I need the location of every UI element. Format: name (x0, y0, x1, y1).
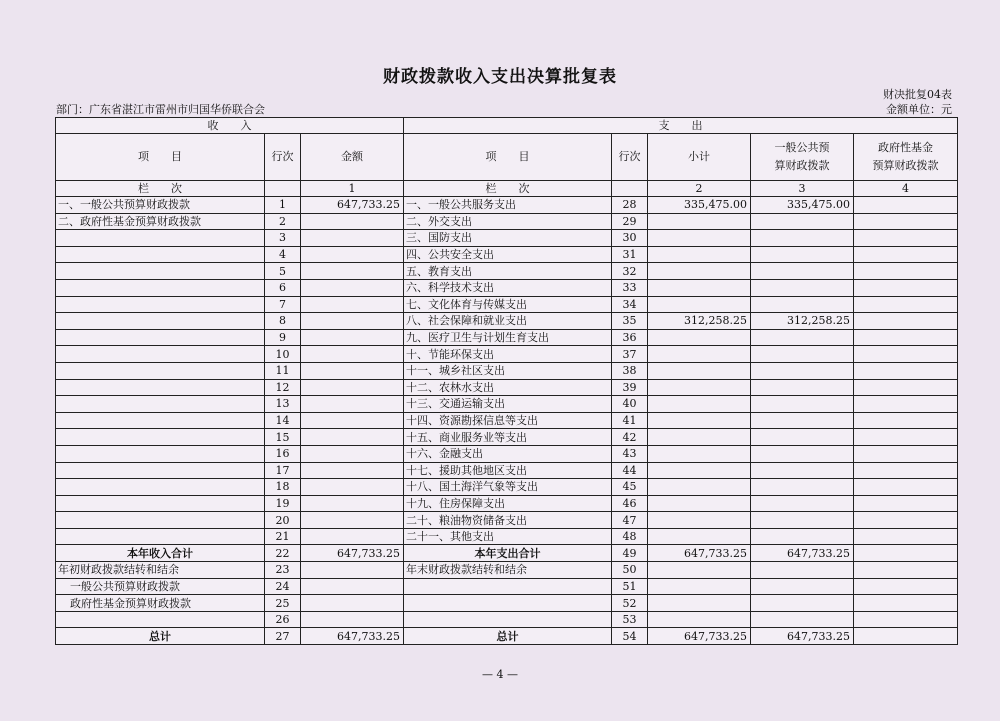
income-amount-cell (301, 279, 404, 296)
income-item-cell (56, 246, 265, 263)
expense-section-header: 支 出 (404, 118, 958, 134)
income-amount-cell (301, 396, 404, 413)
income-amount-cell (301, 213, 404, 230)
income-row-no-cell: 6 (265, 279, 301, 296)
income-item-cell: 年初财政拨款结转和结余 (56, 562, 265, 579)
gov-fund-cell (854, 213, 958, 230)
gov-fund-cell (854, 445, 958, 462)
table-row (56, 362, 958, 379)
income-row-no-cell: 27 (265, 628, 301, 645)
expense-row-no-cell: 33 (612, 279, 648, 296)
expense-row-no-cell: 31 (612, 246, 648, 263)
income-row-no-cell: 15 (265, 429, 301, 446)
subtotal-cell (648, 429, 751, 446)
table-row (56, 313, 958, 330)
general-budget-cell (751, 495, 854, 512)
income-amount-cell (301, 296, 404, 313)
gov-fund-cell (854, 462, 958, 479)
expense-item-cell: 本年支出合计 (404, 545, 612, 562)
amount-unit: 金额单位：元 (886, 103, 952, 116)
subtotal-cell (648, 412, 751, 429)
expense-row-no-cell: 40 (612, 396, 648, 413)
expense-item-cell: 三、国防支出 (404, 230, 612, 247)
income-section-header: 收 入 (56, 118, 404, 134)
gov-fund-cell (854, 412, 958, 429)
table-row (56, 479, 958, 496)
general-budget-cell: 647,733.25 (751, 545, 854, 562)
income-row-no-cell: 21 (265, 528, 301, 545)
income-amount-cell (301, 230, 404, 247)
income-row-no-cell: 2 (265, 213, 301, 230)
table-row (56, 429, 958, 446)
subtotal-cell: 335,475.00 (648, 197, 751, 214)
gov-fund-cell (854, 578, 958, 595)
income-item-cell (56, 329, 265, 346)
income-item-cell (56, 495, 265, 512)
gov-fund-cell (854, 595, 958, 612)
column-index-row (56, 181, 958, 197)
income-row-no-cell: 10 (265, 346, 301, 363)
expense-item-cell: 十一、城乡社区支出 (404, 362, 612, 379)
expense-row-no-cell: 52 (612, 595, 648, 612)
table-row (56, 246, 958, 263)
income-row-no-cell: 25 (265, 595, 301, 612)
expense-item-cell: 十六、金融支出 (404, 445, 612, 462)
column-index-1: 1 (301, 181, 404, 197)
general-budget-cell (751, 578, 854, 595)
expense-row-no-cell: 54 (612, 628, 648, 645)
income-item-cell (56, 379, 265, 396)
general-budget-cell (751, 362, 854, 379)
expense-item-header: 项 目 (404, 134, 612, 181)
general-budget-cell (751, 462, 854, 479)
subtotal-cell (648, 329, 751, 346)
table-row (56, 263, 958, 280)
gov-fund-cell (854, 429, 958, 446)
expense-item-cell: 二、外交支出 (404, 213, 612, 230)
general-budget-cell (751, 562, 854, 579)
income-amount-cell: 647,733.25 (301, 545, 404, 562)
section-header-row (56, 118, 958, 134)
general-budget-cell (751, 611, 854, 628)
expense-item-cell: 七、文化体育与传媒支出 (404, 296, 612, 313)
column-index-4: 4 (854, 181, 958, 197)
expense-column-label: 栏 次 (404, 181, 612, 197)
income-row-no-cell: 12 (265, 379, 301, 396)
general-budget-cell (751, 479, 854, 496)
expense-item-cell: 五、教育支出 (404, 263, 612, 280)
subtotal-cell (648, 379, 751, 396)
general-budget-cell (751, 412, 854, 429)
subtotal-cell (648, 495, 751, 512)
subtotal-cell (648, 595, 751, 612)
income-amount-header: 金额 (301, 134, 404, 181)
expense-row-no-cell: 28 (612, 197, 648, 214)
expense-item-cell: 四、公共安全支出 (404, 246, 612, 263)
income-item-header: 项 目 (56, 134, 265, 181)
income-amount-cell (301, 346, 404, 363)
income-item-cell (56, 346, 265, 363)
subtotal-cell (648, 462, 751, 479)
table-row (56, 296, 958, 313)
general-budget-header: 一般公共预 算财政拨款 (751, 134, 854, 181)
income-row-no-cell: 4 (265, 246, 301, 263)
income-amount-cell (301, 462, 404, 479)
subtotal-cell (648, 578, 751, 595)
subtotal-cell: 647,733.25 (648, 545, 751, 562)
income-amount-cell: 647,733.25 (301, 628, 404, 645)
general-budget-cell (751, 296, 854, 313)
expense-item-cell: 一、一般公共服务支出 (404, 197, 612, 214)
income-item-cell: 一般公共预算财政拨款 (56, 578, 265, 595)
general-budget-cell (751, 396, 854, 413)
income-item-cell (56, 445, 265, 462)
expense-row-no-cell: 37 (612, 346, 648, 363)
gov-fund-cell (854, 197, 958, 214)
expense-item-cell (404, 578, 612, 595)
column-index-2: 2 (648, 181, 751, 197)
general-budget-cell (751, 279, 854, 296)
income-row-no-header: 行次 (265, 134, 301, 181)
subtotal-cell (648, 528, 751, 545)
subtotal-cell (648, 230, 751, 247)
expense-item-cell: 十、节能环保支出 (404, 346, 612, 363)
subtotal-cell (648, 445, 751, 462)
income-row-no-cell: 9 (265, 329, 301, 346)
subtotal-cell (648, 396, 751, 413)
gov-fund-cell (854, 611, 958, 628)
income-item-cell (56, 313, 265, 330)
gov-fund-cell (854, 562, 958, 579)
expense-row-no-cell: 38 (612, 362, 648, 379)
column-header-row (56, 134, 958, 181)
table-row (56, 512, 958, 529)
table-row (56, 445, 958, 462)
subtotal-cell: 647,733.25 (648, 628, 751, 645)
expense-item-cell: 八、社会保障和就业支出 (404, 313, 612, 330)
income-row-no-cell: 24 (265, 578, 301, 595)
expense-item-cell: 二十、粮油物资储备支出 (404, 512, 612, 529)
blank-cell (612, 181, 648, 197)
gov-fund-cell (854, 263, 958, 280)
income-amount-cell (301, 512, 404, 529)
income-amount-cell (301, 495, 404, 512)
summary-row (56, 562, 958, 579)
expense-row-no-cell: 47 (612, 512, 648, 529)
income-item-cell: 总计 (56, 628, 265, 645)
income-item-cell (56, 396, 265, 413)
subtotal-cell (648, 279, 751, 296)
income-amount-cell (301, 528, 404, 545)
general-budget-cell (751, 230, 854, 247)
table-row (56, 462, 958, 479)
table-row (56, 329, 958, 346)
expense-item-cell: 六、科学技术支出 (404, 279, 612, 296)
income-amount-cell (301, 412, 404, 429)
gov-fund-cell (854, 528, 958, 545)
general-budget-cell (751, 429, 854, 446)
income-row-no-cell: 19 (265, 495, 301, 512)
income-amount-cell (301, 362, 404, 379)
income-item-cell (56, 528, 265, 545)
table-row (56, 213, 958, 230)
expense-row-no-cell: 44 (612, 462, 648, 479)
subtotal-cell (648, 512, 751, 529)
expense-item-cell: 十二、农林水支出 (404, 379, 612, 396)
column-index-3: 3 (751, 181, 854, 197)
expense-item-cell: 十三、交通运输支出 (404, 396, 612, 413)
income-row-no-cell: 8 (265, 313, 301, 330)
subtotal-cell (648, 246, 751, 263)
gov-fund-cell (854, 279, 958, 296)
subtotal-cell (648, 479, 751, 496)
income-amount-cell (301, 429, 404, 446)
general-budget-cell (751, 595, 854, 612)
income-amount-cell: 647,733.25 (301, 197, 404, 214)
income-item-cell: 二、政府性基金预算财政拨款 (56, 213, 265, 230)
expense-row-no-cell: 36 (612, 329, 648, 346)
general-budget-cell (751, 213, 854, 230)
subtotal-cell (648, 263, 751, 280)
expense-item-cell: 十九、住房保障支出 (404, 495, 612, 512)
gov-fund-cell (854, 396, 958, 413)
income-amount-cell (301, 246, 404, 263)
income-row-no-cell: 7 (265, 296, 301, 313)
income-amount-cell (301, 479, 404, 496)
income-amount-cell (301, 329, 404, 346)
expense-row-no-cell: 32 (612, 263, 648, 280)
income-item-cell (56, 611, 265, 628)
income-item-cell (56, 263, 265, 280)
income-amount-cell (301, 445, 404, 462)
general-budget-cell (751, 528, 854, 545)
income-amount-cell (301, 313, 404, 330)
income-item-cell: 一、一般公共预算财政拨款 (56, 197, 265, 214)
income-row-no-cell: 1 (265, 197, 301, 214)
expense-item-cell: 总计 (404, 628, 612, 645)
table-row (56, 379, 958, 396)
expense-item-cell: 九、医疗卫生与计划生育支出 (404, 329, 612, 346)
general-budget-cell (751, 329, 854, 346)
gov-fund-cell (854, 362, 958, 379)
income-item-cell (56, 462, 265, 479)
subtotal-cell (648, 611, 751, 628)
table-row (56, 412, 958, 429)
report-title: 财政拨款收入支出决算批复表 (383, 67, 617, 87)
page-number: — 4 — (482, 668, 518, 681)
expense-row-no-cell: 35 (612, 313, 648, 330)
expense-row-no-cell: 45 (612, 479, 648, 496)
gov-fund-cell (854, 230, 958, 247)
table-row (56, 230, 958, 247)
income-item-cell (56, 362, 265, 379)
income-amount-cell (301, 611, 404, 628)
expense-row-no-cell: 43 (612, 445, 648, 462)
income-item-cell (56, 296, 265, 313)
gov-fund-cell (854, 329, 958, 346)
income-item-cell: 本年收入合计 (56, 545, 265, 562)
department-label: 部门：广东省湛江市雷州市归国华侨联合会 (56, 103, 265, 116)
expense-row-no-header: 行次 (612, 134, 648, 181)
income-row-no-cell: 18 (265, 479, 301, 496)
budget-table (55, 117, 958, 645)
income-row-no-cell: 13 (265, 396, 301, 413)
income-amount-cell (301, 263, 404, 280)
expense-row-no-cell: 49 (612, 545, 648, 562)
gov-fund-cell (854, 246, 958, 263)
general-budget-cell (751, 512, 854, 529)
income-row-no-cell: 14 (265, 412, 301, 429)
expense-row-no-cell: 29 (612, 213, 648, 230)
expense-item-cell: 十四、资源勘探信息等支出 (404, 412, 612, 429)
expense-row-no-cell: 46 (612, 495, 648, 512)
expense-row-no-cell: 53 (612, 611, 648, 628)
income-item-cell (56, 412, 265, 429)
general-budget-cell (751, 379, 854, 396)
gov-fund-cell (854, 545, 958, 562)
table-code: 财决批复04表 (883, 88, 952, 101)
income-row-no-cell: 22 (265, 545, 301, 562)
summary-row (56, 628, 958, 645)
subtotal-cell (648, 213, 751, 230)
income-row-no-cell: 16 (265, 445, 301, 462)
expense-row-no-cell: 30 (612, 230, 648, 247)
general-budget-cell: 312,258.25 (751, 313, 854, 330)
blank-cell (265, 181, 301, 197)
table-row (56, 279, 958, 296)
general-budget-cell (751, 246, 854, 263)
general-budget-cell (751, 445, 854, 462)
gov-fund-cell (854, 313, 958, 330)
income-amount-cell (301, 595, 404, 612)
summary-row (56, 578, 958, 595)
subtotal-cell (648, 296, 751, 313)
table-row (56, 528, 958, 545)
table-row (56, 495, 958, 512)
income-row-no-cell: 3 (265, 230, 301, 247)
general-budget-cell: 335,475.00 (751, 197, 854, 214)
expense-row-no-cell: 34 (612, 296, 648, 313)
expense-row-no-cell: 42 (612, 429, 648, 446)
gov-fund-header: 政府性基金 预算财政拨款 (854, 134, 958, 181)
income-row-no-cell: 20 (265, 512, 301, 529)
income-row-no-cell: 23 (265, 562, 301, 579)
table-row (56, 346, 958, 363)
expense-item-cell: 年末财政拨款结转和结余 (404, 562, 612, 579)
table-row (56, 396, 958, 413)
expense-item-cell (404, 595, 612, 612)
income-item-cell (56, 512, 265, 529)
income-row-no-cell: 11 (265, 362, 301, 379)
expense-item-cell: 十七、援助其他地区支出 (404, 462, 612, 479)
expense-row-no-cell: 39 (612, 379, 648, 396)
income-item-cell: 政府性基金预算财政拨款 (56, 595, 265, 612)
gov-fund-cell (854, 512, 958, 529)
income-item-cell (56, 279, 265, 296)
income-row-no-cell: 5 (265, 263, 301, 280)
subtotal-cell (648, 362, 751, 379)
gov-fund-cell (854, 495, 958, 512)
income-item-cell (56, 479, 265, 496)
income-amount-cell (301, 562, 404, 579)
subtotal-header: 小计 (648, 134, 751, 181)
subtotal-cell: 312,258.25 (648, 313, 751, 330)
expense-row-no-cell: 50 (612, 562, 648, 579)
income-item-cell (56, 429, 265, 446)
gov-fund-cell (854, 479, 958, 496)
income-column-label: 栏 次 (56, 181, 265, 197)
expense-row-no-cell: 41 (612, 412, 648, 429)
subtotal-cell (648, 346, 751, 363)
income-amount-cell (301, 578, 404, 595)
general-budget-cell (751, 263, 854, 280)
expense-item-cell (404, 611, 612, 628)
summary-row (56, 611, 958, 628)
expense-row-no-cell: 51 (612, 578, 648, 595)
expense-item-cell: 十五、商业服务业等支出 (404, 429, 612, 446)
expense-row-no-cell: 48 (612, 528, 648, 545)
gov-fund-cell (854, 296, 958, 313)
income-row-no-cell: 26 (265, 611, 301, 628)
gov-fund-cell (854, 346, 958, 363)
summary-row (56, 545, 958, 562)
gov-fund-cell (854, 628, 958, 645)
expense-item-cell: 二十一、其他支出 (404, 528, 612, 545)
expense-item-cell: 十八、国土海洋气象等支出 (404, 479, 612, 496)
subtotal-cell (648, 562, 751, 579)
summary-row (56, 595, 958, 612)
income-row-no-cell: 17 (265, 462, 301, 479)
income-amount-cell (301, 379, 404, 396)
table-row (56, 197, 958, 214)
general-budget-cell (751, 346, 854, 363)
gov-fund-cell (854, 379, 958, 396)
general-budget-cell: 647,733.25 (751, 628, 854, 645)
income-item-cell (56, 230, 265, 247)
